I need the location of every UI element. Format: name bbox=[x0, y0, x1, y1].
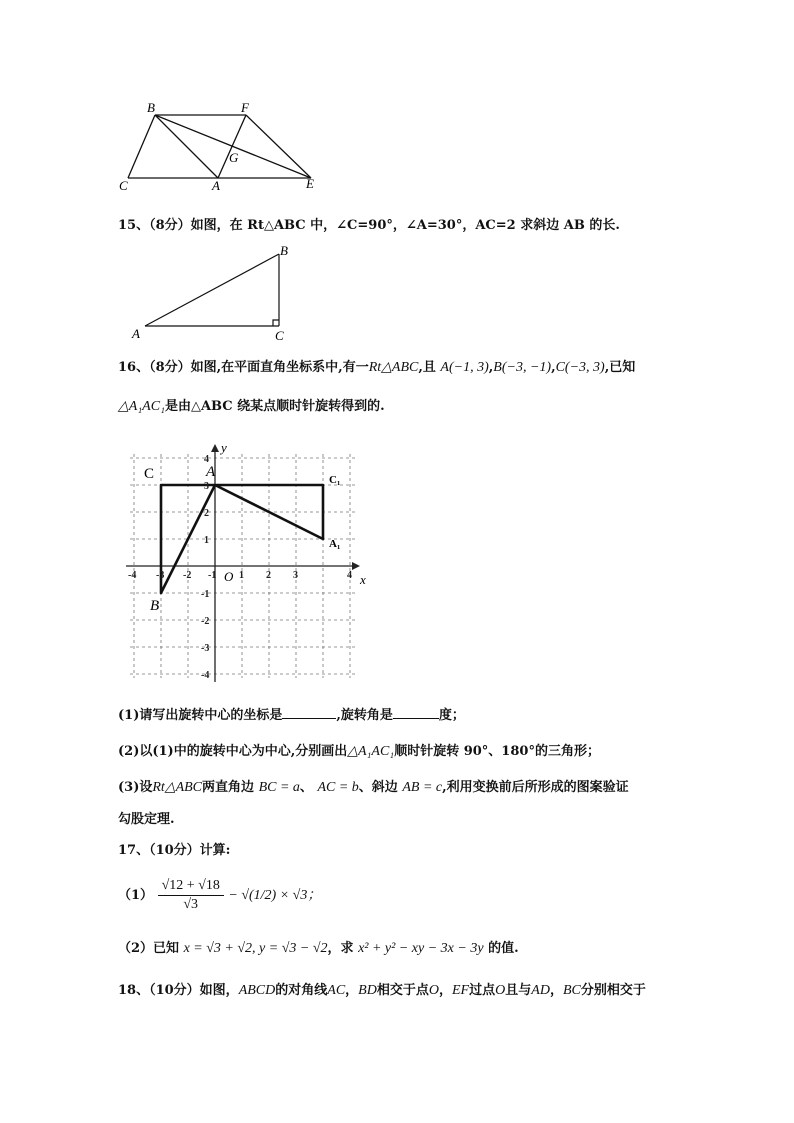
y-tick-neg3: -3 bbox=[201, 643, 210, 654]
grid-label-B: B bbox=[150, 598, 160, 614]
y-tick-neg1: -1 bbox=[201, 589, 210, 600]
question-16-sub2: (2)以(1)中的旋转中心为中心,分别画出△A₁AC₁顺时针旋转 90°、180°的三角形； bbox=[118, 744, 600, 759]
question-17-part1: （1） $\frac{√12 + √18}{√3}$ − √(1/2) × √3； bbox=[118, 878, 322, 912]
y-tick-4: 4 bbox=[204, 454, 209, 465]
label-G: G bbox=[229, 150, 239, 165]
question-16-line1: 16、（8分）如图,在平面直角坐标系中,有一Rt△ABC,且 A(−1, 3),B(−3, −1),C(−3, 3),已知 bbox=[118, 360, 636, 375]
tri-label-A: A bbox=[132, 326, 140, 341]
x-axis-label: x bbox=[360, 572, 366, 587]
question-15-text: 15、（8分）如图，在 Rt△ABC 中，∠C=90°，∠A=30°，AC=2 求斜边 AB 的长. bbox=[118, 218, 620, 233]
tri-label-C: C bbox=[275, 328, 284, 343]
question-18-line1: 18、（10分）如图，ABCD的对角线AC，BD相交于点O，EF过点O且与AD，BC分别相交于 bbox=[118, 983, 646, 998]
y-tick-neg2: -2 bbox=[201, 616, 210, 627]
math-rt-abc: Rt△ABC bbox=[368, 360, 419, 375]
label-B: B bbox=[147, 100, 155, 115]
label-F: F bbox=[241, 100, 249, 115]
fraction-expression: $\frac{√12 + √18}{√3}$ bbox=[158, 877, 224, 914]
question-16-sub3-line2: 勾股定理. bbox=[118, 812, 175, 827]
x-tick-4: 4 bbox=[347, 570, 352, 581]
x-tick-3: 3 bbox=[293, 570, 298, 581]
coordinate-grid-figure bbox=[120, 438, 370, 688]
grid-label-A1: A₁ bbox=[329, 538, 341, 550]
question-16-sub3: (3)设Rt△ABC两直角边 BC = a、 AC = b、斜边 AB = c,利用变换前后所形成的图案验证 bbox=[118, 780, 629, 795]
figure-parallelogram bbox=[110, 96, 330, 196]
y-tick-1: 1 bbox=[204, 535, 209, 546]
origin-label: O bbox=[224, 569, 234, 584]
label-E: E bbox=[306, 176, 314, 191]
figure-right-triangle bbox=[128, 242, 298, 344]
grid-label-C1: C₁ bbox=[329, 474, 341, 486]
question-17-part2: （2）已知 x = √3 + √2, y = √3 − √2，求 x² + y² − xy − 3x − 3y 的值. bbox=[118, 941, 519, 956]
grid-label-A: A bbox=[206, 464, 216, 480]
y-axis-label: y bbox=[221, 440, 227, 455]
x-tick-2: 2 bbox=[266, 570, 271, 581]
y-tick-2: 2 bbox=[204, 508, 209, 519]
x-tick-neg2: -2 bbox=[183, 570, 192, 581]
y-tick-neg4: -4 bbox=[201, 670, 210, 681]
x-tick-1: 1 bbox=[239, 570, 244, 581]
tri-label-B: B bbox=[280, 243, 288, 258]
x-tick-neg3: -3 bbox=[156, 570, 165, 581]
question-16-sub1: (1)请写出旋转中心的坐标是 ,旋转角是 度； bbox=[118, 708, 465, 723]
question-16-line2: △A₁AC₁是由△ABC 绕某点顺时针旋转得到的. bbox=[118, 399, 385, 414]
point-b-coord: B(−3, −1) bbox=[493, 360, 552, 375]
answer-blank-angle[interactable] bbox=[393, 706, 439, 719]
answer-blank-center[interactable] bbox=[282, 706, 336, 719]
x-tick-neg4: -4 bbox=[128, 570, 137, 581]
point-a-coord: A(−1, 3) bbox=[440, 360, 489, 375]
question-17-title: 17、（10分）计算: bbox=[118, 843, 231, 858]
point-c-coord: C(−3, 3) bbox=[555, 360, 605, 375]
math-a1ac1: △A₁AC₁ bbox=[118, 399, 165, 414]
grid-label-C: C bbox=[144, 466, 155, 482]
label-A: A bbox=[212, 178, 220, 193]
label-C: C bbox=[119, 178, 128, 193]
x-tick-neg1: -1 bbox=[208, 570, 217, 581]
y-tick-3: 3 bbox=[204, 481, 209, 492]
